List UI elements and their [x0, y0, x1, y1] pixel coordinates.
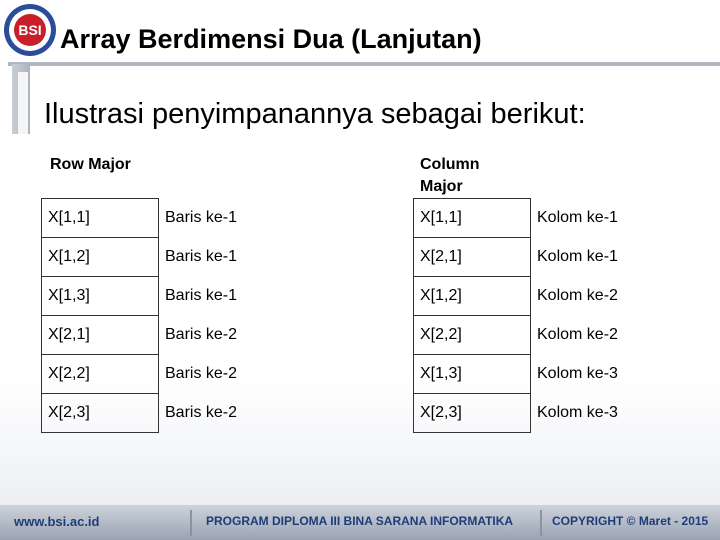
element-cell: X[2,2] [414, 316, 531, 355]
page-subtitle: Ilustrasi penyimpanannya sebagai berikut: [44, 98, 586, 130]
element-cell: X[2,3] [42, 394, 159, 433]
label-cell: Baris ke-2 [165, 326, 238, 343]
label-cell: Baris ke-1 [165, 287, 238, 304]
table-row [42, 394, 306, 433]
element-cell: X[1,3] [42, 277, 159, 316]
label-cell: Baris ke-1 [165, 209, 238, 226]
column-major-heading [420, 154, 480, 198]
label-cell: Kolom ke-3 [537, 365, 618, 382]
label-cell: Baris ke-2 [165, 365, 238, 382]
footer-copyright: COPYRIGHT © Maret - 2015 [552, 514, 709, 528]
table-row [42, 199, 306, 238]
column-major-heading-line2: Major [420, 178, 463, 195]
logo-text: BSI [18, 22, 42, 38]
element-cell: X[1,1] [414, 199, 531, 238]
element-cell: X[1,2] [42, 238, 159, 277]
table-row [414, 355, 678, 394]
label-cell: Kolom ke-3 [537, 404, 618, 421]
column-major-table [413, 198, 678, 433]
label-cell: Kolom ke-2 [537, 287, 618, 304]
element-cell: X[1,3] [414, 355, 531, 394]
table-row [414, 277, 678, 316]
table-row [42, 355, 306, 394]
page-title: Array Berdimensi Dua (Lanjutan) [60, 24, 482, 54]
element-cell: X[2,2] [42, 355, 159, 394]
element-cell: X[2,1] [42, 316, 159, 355]
label-cell: Baris ke-2 [165, 404, 238, 421]
footer-separator [190, 510, 192, 536]
row-major-table [41, 198, 306, 433]
table-row [414, 238, 678, 277]
footer-separator [540, 510, 542, 536]
table-row [414, 199, 678, 238]
left-accent-inner [18, 72, 28, 134]
element-cell: X[2,1] [414, 238, 531, 277]
footer-program: PROGRAM DIPLOMA III BINA SARANA INFORMATIKA [206, 514, 514, 528]
bsi-logo-icon [2, 2, 58, 58]
column-major-heading-line1: Column [420, 156, 480, 173]
label-cell: Kolom ke-1 [537, 209, 618, 226]
table-row [414, 316, 678, 355]
title-underline [8, 62, 720, 66]
table-row [414, 394, 678, 433]
row-major-heading: Row Major [50, 156, 131, 173]
element-cell: X[1,1] [42, 199, 159, 238]
label-cell: Baris ke-1 [165, 248, 238, 265]
label-cell: Kolom ke-2 [537, 326, 618, 343]
element-cell: X[1,2] [414, 277, 531, 316]
label-cell: Kolom ke-1 [537, 248, 618, 265]
table-row [42, 277, 306, 316]
element-cell: X[2,3] [414, 394, 531, 433]
table-row [42, 316, 306, 355]
table-row [42, 238, 306, 277]
footer-website: www.bsi.ac.id [14, 514, 100, 529]
